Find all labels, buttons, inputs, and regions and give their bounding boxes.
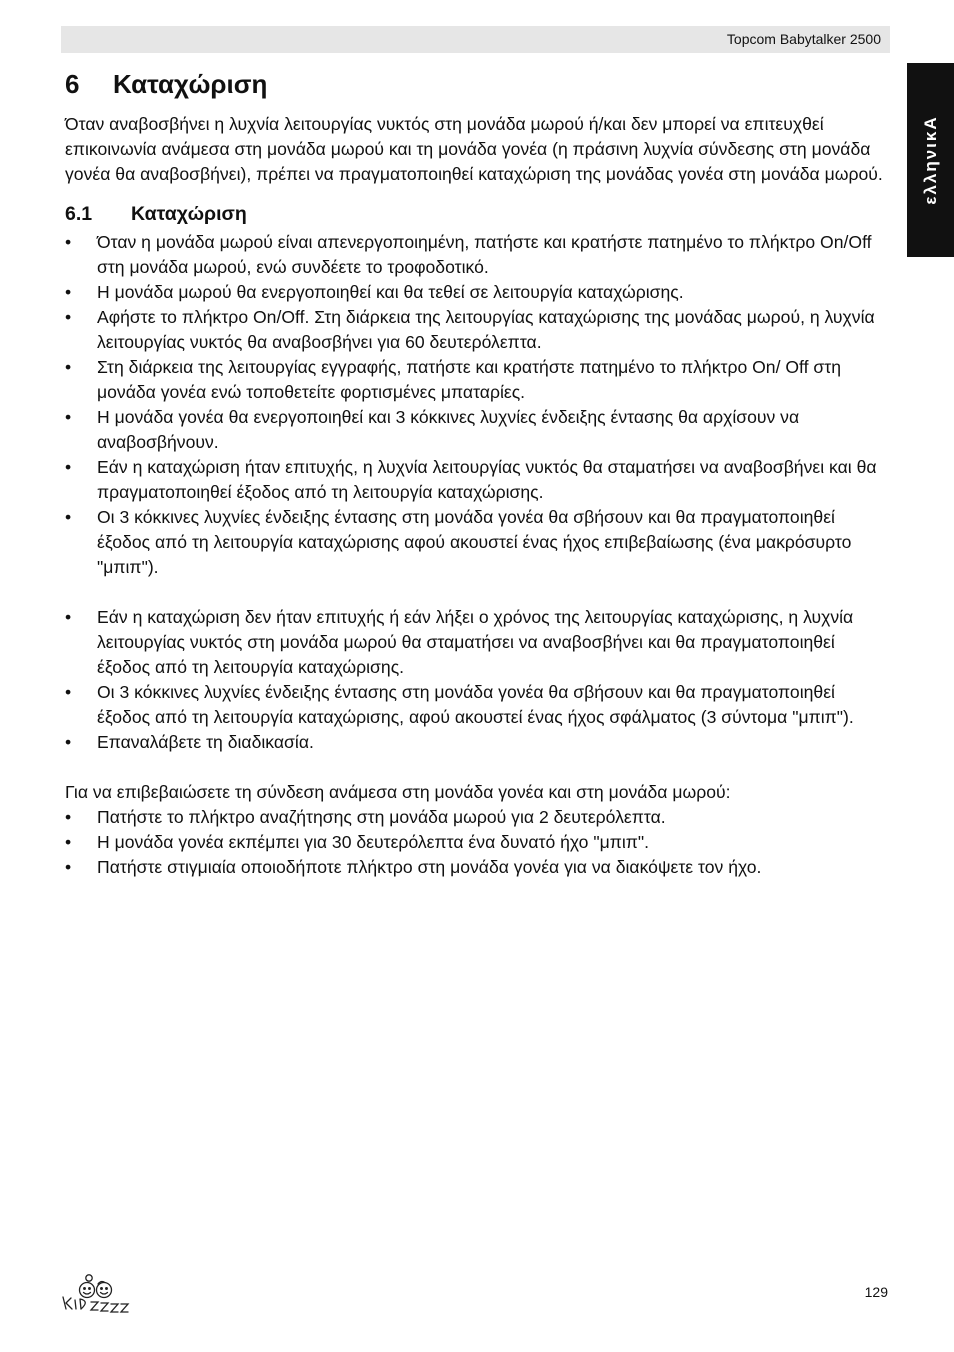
verify-intro: Για να επιβεβαιώσετε τη σύνδεση ανάμεσα στη μονάδα γονέα και στη μονάδα μωρού:	[65, 782, 731, 802]
list-item	[65, 730, 891, 755]
bullet: •	[65, 507, 72, 527]
bullet: •	[65, 282, 72, 302]
list-item-text: Αφήστε το πλήκτρο On/Off. Στη διάρκεια της λειτουργίας καταχώρισης της μονάδας μωρού, η λυχνία λειτουργίας νυκτός θα αναβοσβήνει για 60 δευτερόλεπτα.	[97, 307, 875, 352]
list-item-text: Επαναλάβετε τη διαδικασία.	[97, 732, 314, 752]
list-item-text: Πατήστε στιγμιαία οποιοδήποτε πλήκτρο στη μονάδα γονέα για να διακόψετε τον ήχο.	[97, 857, 762, 877]
list-item	[65, 305, 891, 355]
kidzzz-logo-icon	[60, 1272, 132, 1314]
list-item	[65, 505, 891, 580]
list-item	[65, 680, 891, 730]
subsection-heading	[65, 202, 891, 227]
list-item-text: Οι 3 κόκκινες λυχνίες ένδειξης έντασης στη μονάδα γονέα θα σβήσουν και θα πραγματοποιηθεί έξοδος από τη λειτουργία καταχώρισης, αφού ακουστεί ένας ήχος σφάλματος (3 σύντομα "μπιπ").	[97, 682, 854, 727]
bullet: •	[65, 357, 72, 377]
kidzzz-logo	[60, 1272, 132, 1314]
header-bar	[61, 26, 890, 53]
spacer	[65, 580, 891, 605]
bullet: •	[65, 682, 72, 702]
list-item-text: Όταν η μονάδα μωρού είναι απενεργοποιημένη, πατήστε και κρατήστε πατημένο το πλήκτρο On/Off στη μονάδα μωρού, ενώ συνδέετε το τροφοδοτικό.	[97, 232, 872, 277]
bullet: •	[65, 607, 72, 627]
section-title: Καταχώριση	[113, 69, 268, 99]
list-item	[65, 455, 891, 505]
list-item-text: Πατήστε το πλήκτρο αναζήτησης στη μονάδα μωρού για 2 δευτερόλεπτα.	[97, 807, 666, 827]
language-tab	[907, 63, 954, 257]
bullet: •	[65, 857, 72, 877]
bullet: •	[65, 232, 72, 252]
list-item-text: Εάν η καταχώριση δεν ήταν επιτυχής ή εάν λήξει ο χρόνος της λειτουργίας καταχώρισης, η λυχνία λειτουργίας νυκτός στη μονάδα μωρού θα σταματήσει να αναβοσβήνει και θα πραγματοποιηθεί έξοδος από τη λειτουργία καταχώρισης.	[97, 607, 854, 677]
spacer	[65, 755, 891, 780]
bullet: •	[65, 807, 72, 827]
bullet: •	[65, 732, 72, 752]
bullet: •	[65, 307, 72, 327]
failure-steps-list	[65, 605, 891, 755]
subsection-number: 6.1	[65, 203, 93, 225]
verify-steps-list	[65, 805, 891, 880]
list-item	[65, 855, 891, 880]
list-item-text: Στη διάρκεια της λειτουργίας εγγραφής, πατήστε και κρατήστε πατημένο το πλήκτρο On/ Off στη μονάδα γονέα ενώ τοποθετείτε φορτισμένες μπαταρίες.	[97, 357, 841, 402]
bullet: •	[65, 832, 72, 852]
section-intro: Όταν αναβοσβήνει η λυχνία λειτουργίας νυκτός στη μονάδα μωρού ή/και δεν μπορεί να επιτευχθεί επικοινωνία ανάμεσα στη μονάδα μωρού και τη μονάδα γονέα (η πράσινη λυχνία σύνδεσης στη μονάδα γονέα θα αναβοσβήνει), πρέπει να πραγματοποιηθεί καταχώριση της μονάδας γονέα στη μονάδα μωρού.	[65, 114, 883, 184]
list-item-text: Εάν η καταχώριση ήταν επιτυχής, η λυχνία λειτουργίας νυκτός θα σταματήσει να αναβοσβήνει και θα πραγματοποιηθεί έξοδος από τη λειτουργία καταχώρισης.	[97, 457, 877, 502]
list-item-text: Η μονάδα γονέα θα ενεργοποιηθεί και 3 κόκκινες λυχνίες ένδειξης έντασης θα αρχίσουν να αναβοσβήνουν.	[97, 407, 800, 452]
product-name: Topcom Babytalker 2500	[726, 31, 881, 47]
list-item	[65, 605, 891, 680]
bullet: •	[65, 457, 72, 477]
list-item	[65, 805, 891, 830]
section-number: 6	[65, 69, 80, 99]
list-item	[65, 830, 891, 855]
list-item	[65, 405, 891, 455]
language-tab-label: ελληνικΑ	[920, 115, 940, 205]
subsection-title: Καταχώριση	[131, 203, 247, 225]
bullet: •	[65, 407, 72, 427]
list-item	[65, 355, 891, 405]
page-number: 129	[864, 1284, 888, 1300]
steps-list	[65, 230, 891, 580]
list-item-text: Η μονάδα γονέα εκπέμπει για 30 δευτερόλεπτα ένα δυνατό ήχο "μπιπ".	[97, 832, 650, 852]
list-item-text: Η μονάδα μωρού θα ενεργοποιηθεί και θα τεθεί σε λειτουργία καταχώρισης.	[97, 282, 684, 302]
page-content	[65, 68, 891, 880]
list-item-text: Οι 3 κόκκινες λυχνίες ένδειξης έντασης στη μονάδα γονέα θα σβήσουν και θα πραγματοποιηθεί έξοδος από τη λειτουργία καταχώρισης αφού ακουστεί ένας ήχος επιβεβαίωσης (ένα μακρόσυρτο "μπιπ").	[97, 507, 852, 577]
list-item	[65, 280, 891, 305]
list-item	[65, 230, 891, 280]
section-heading	[65, 68, 891, 100]
